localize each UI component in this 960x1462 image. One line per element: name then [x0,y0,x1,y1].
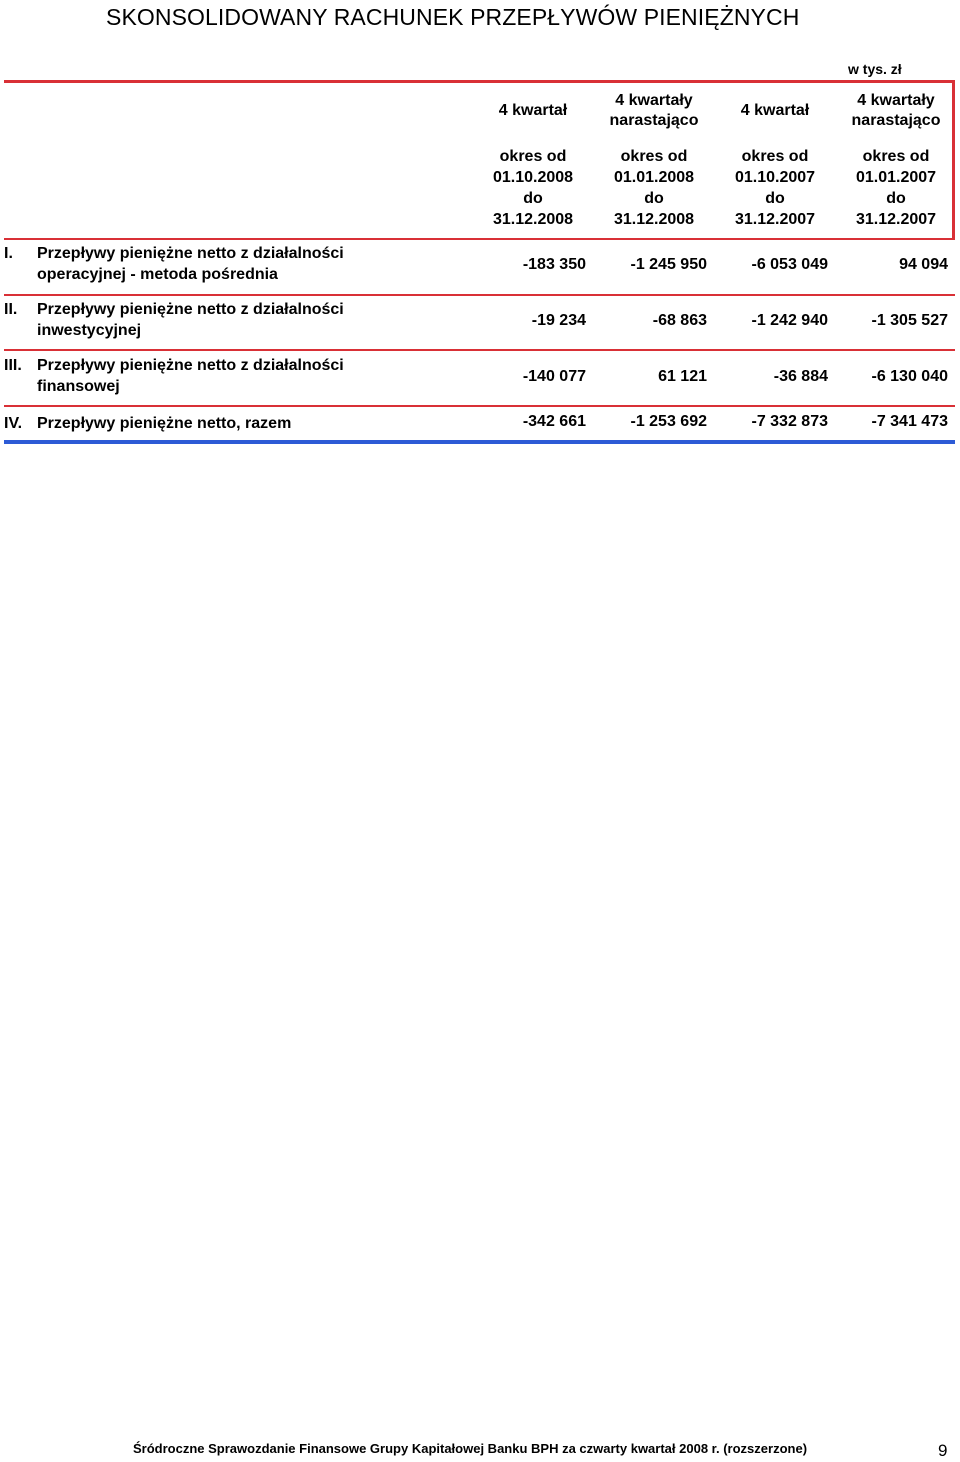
row-number: I. [4,245,13,262]
table-cell: -6 053 049 [751,256,828,273]
page-footer: Śródroczne Sprawozdanie Finansowe Grupy Kapitałowej Banku BPH za czwarty kwartał 2008 r. (rozszerzone) [133,1441,808,1456]
table-cell: 94 094 [899,256,948,273]
table-cell: -140 077 [522,368,586,385]
table-cell: 61 121 [658,368,707,385]
row-description: Przepływy pieniężne netto z działalności operacyjnej - metoda pośrednia [37,245,344,283]
row-number: III. [4,357,22,374]
row-description: Przepływy pieniężne netto z działalności finansowej [37,357,344,395]
table-cell: -36 884 [773,368,828,385]
column-period-4: okres od 01.01.2007 do 31.12.2007 [855,148,937,228]
table-cell: -1 253 692 [630,413,707,430]
table-cell: -1 245 950 [630,256,707,273]
row-number: IV. [4,415,23,432]
row-description: Przepływy pieniężne netto, razem [37,415,292,432]
table-cell: -1 242 940 [751,312,828,329]
table-row-label [4,243,444,287]
table-cell: -7 341 473 [871,413,948,430]
table-row-label [4,299,444,343]
column-period-3: okres od 01.10.2007 do 31.12.2007 [734,148,816,228]
row-separator [4,349,955,351]
column-header-1: 4 kwartał [498,102,568,119]
page-number: 9 [938,1441,948,1460]
table-row-label [4,355,444,399]
table-cell: -6 130 040 [871,368,948,385]
total-separator [4,440,955,444]
column-header-2: 4 kwartały narastająco [609,92,699,129]
table-cell: -7 332 873 [751,413,828,430]
page-title: SKONSOLIDOWANY RACHUNEK PRZEPŁYWÓW PIENIĘŻNYCH [106,4,800,30]
row-separator [4,294,955,296]
column-period-1: okres od 01.10.2008 do 31.12.2008 [492,148,574,228]
table-cell: -342 661 [522,413,586,430]
column-period-2: okres od 01.01.2008 do 31.12.2008 [613,148,695,228]
table-cell: -183 350 [522,256,586,273]
table-cell: -19 234 [531,312,586,329]
unit-label: w tys. zł [848,61,902,77]
column-header-3: 4 kwartał [740,102,810,119]
table-cell: -68 863 [652,312,707,329]
row-number: II. [4,301,18,318]
column-header-4: 4 kwartały narastająco [851,92,941,129]
table-row-label-total [4,413,444,435]
table-cell: -1 305 527 [871,312,948,329]
row-separator [4,405,955,407]
row-separator [4,238,955,240]
row-description: Przepływy pieniężne netto z działalności inwestycyjnej [37,301,344,339]
